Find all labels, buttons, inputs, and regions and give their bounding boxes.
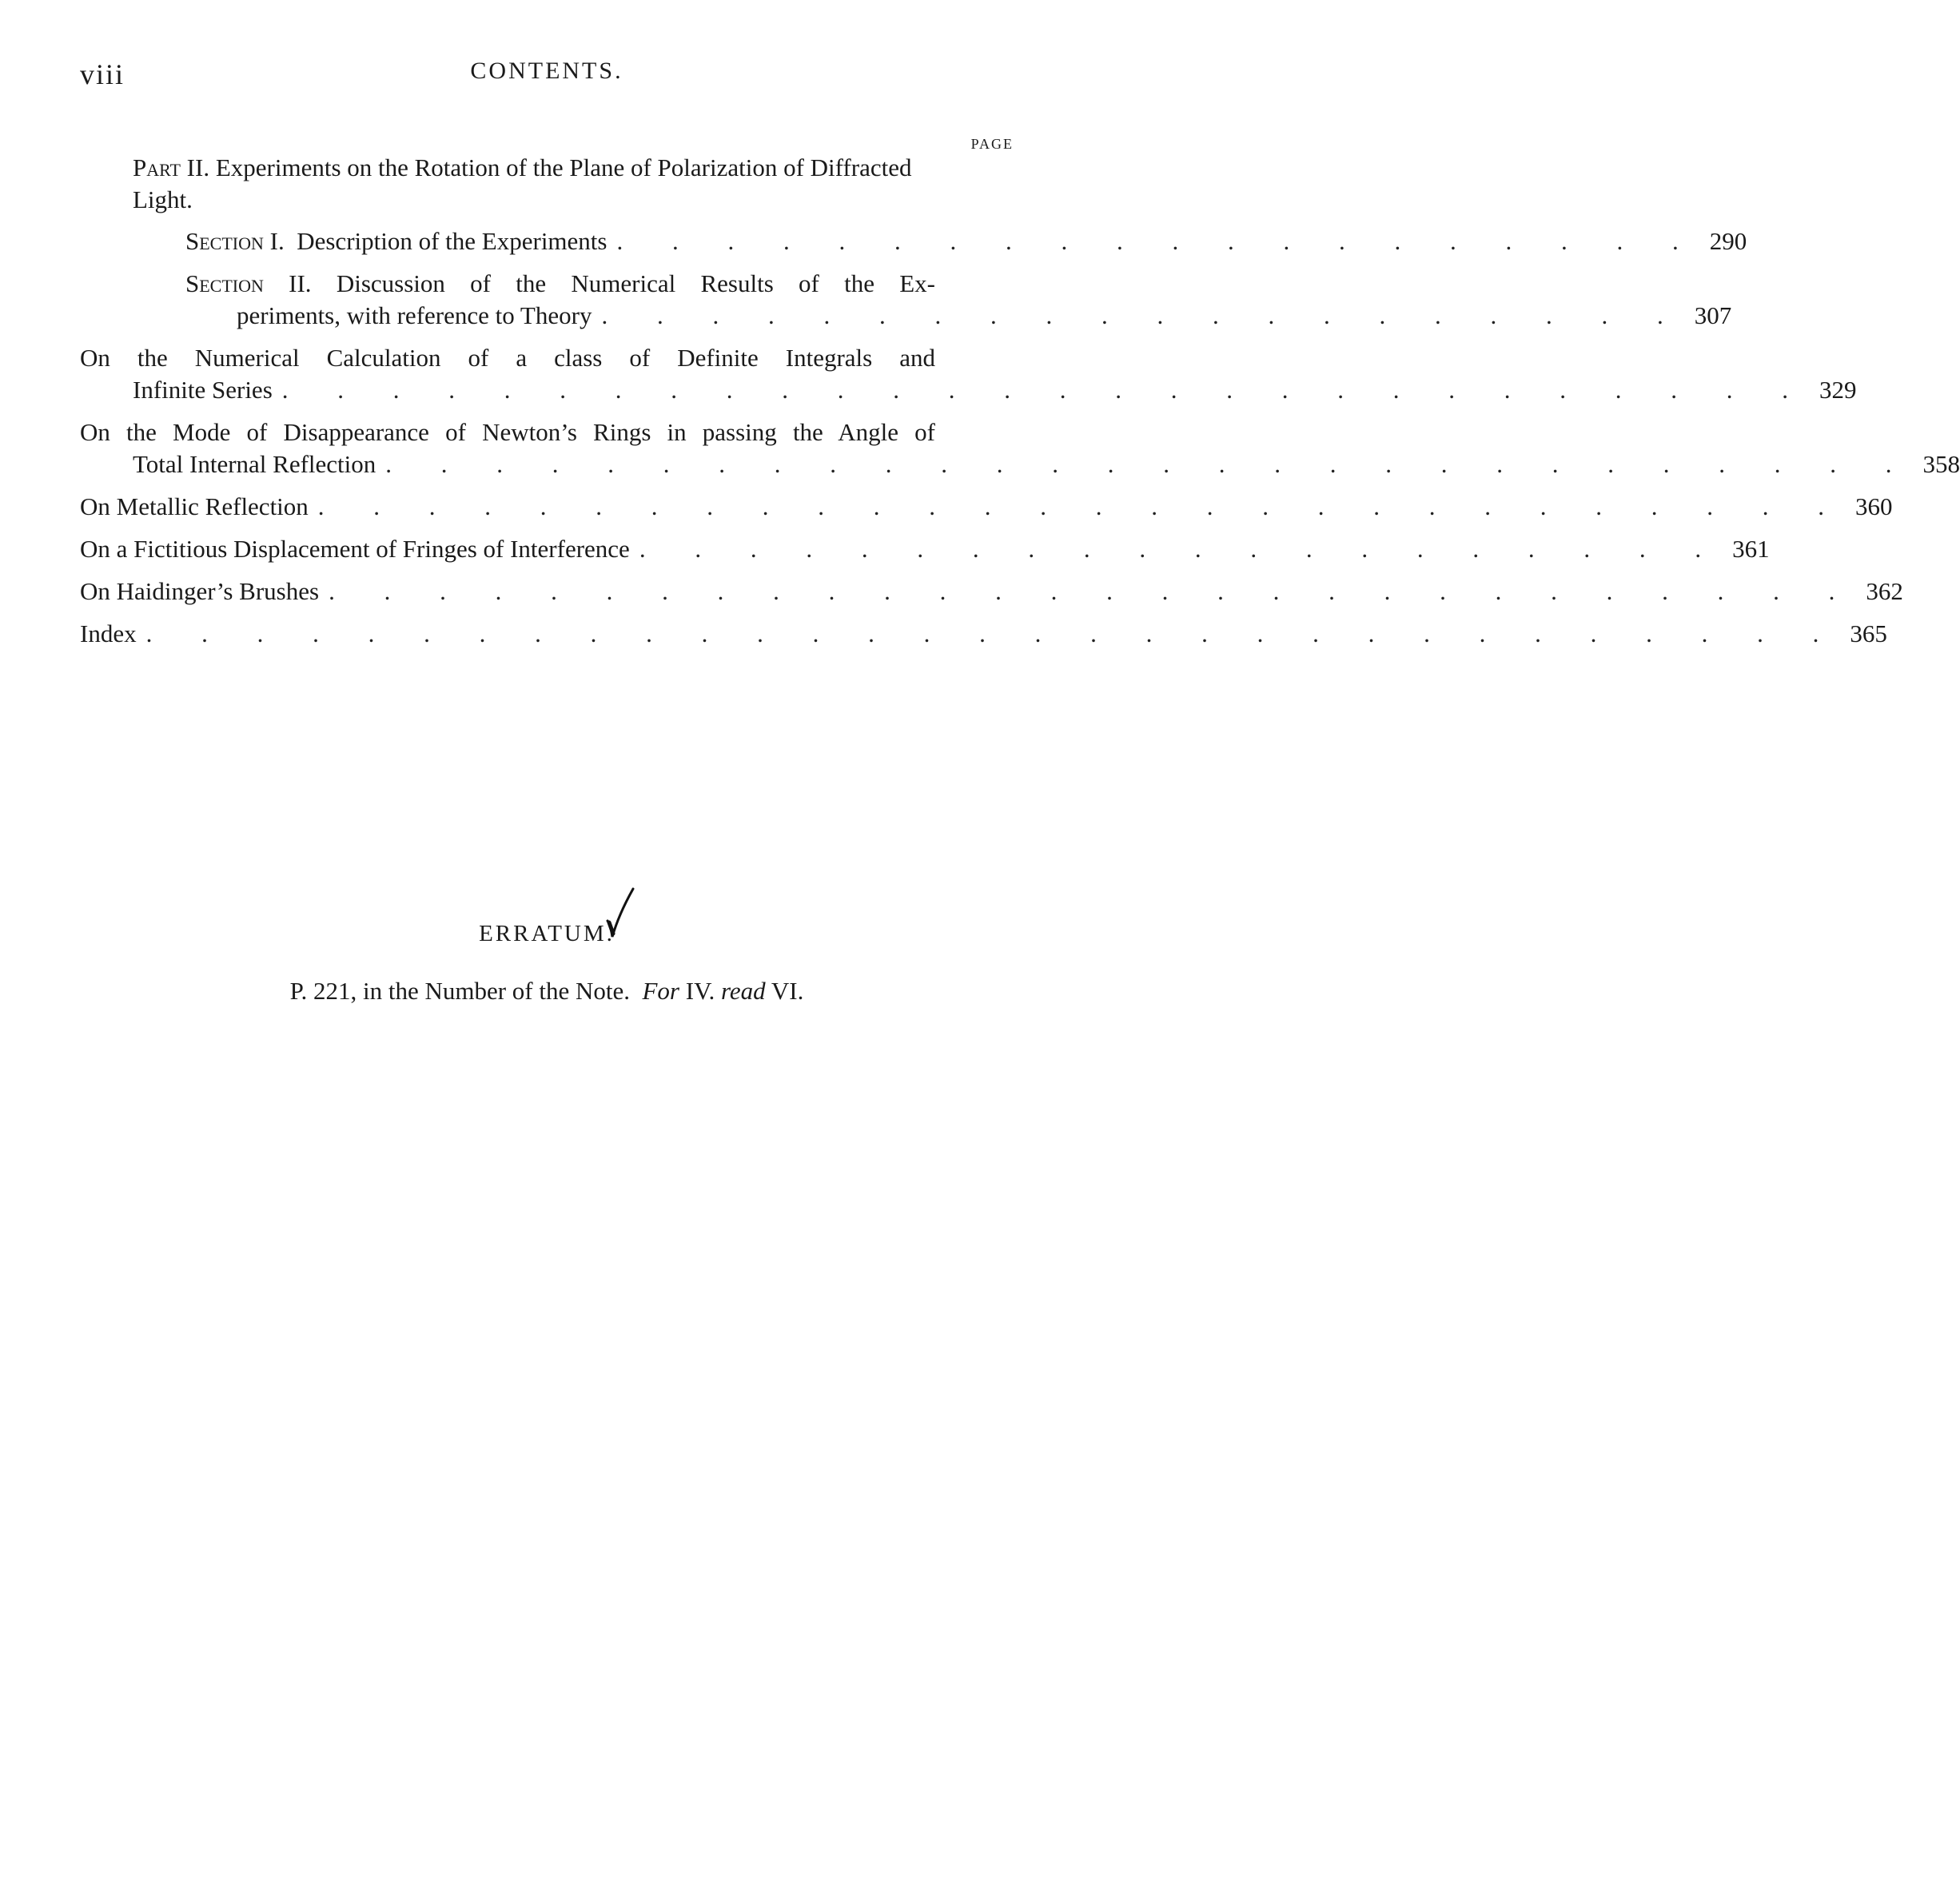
section-title: Description of the Experiments [297, 227, 608, 255]
toc-entry [80, 533, 1770, 565]
toc-entry [80, 576, 1903, 607]
page-number: 290 [1709, 227, 1747, 255]
dot-leader: . . . . . . . . . . . . . . . . . . . . . . . . . . . . [317, 492, 1846, 520]
entry-title: On Haidinger’s Brushes [80, 577, 320, 605]
checkmark-icon [604, 886, 636, 942]
toc-entry [80, 491, 1893, 523]
entry-title: On a Fictitious Displacement of Fringes of Interference [80, 535, 630, 563]
erratum-for-word: For [642, 977, 679, 1005]
page-number: 307 [1694, 301, 1732, 329]
erratum-page-ref: P. 221, in the Number of the Note. [289, 977, 630, 1005]
dot-leader: . . . . . . . . . . . . . . . . . . . . [616, 227, 1700, 255]
dot-leader: . . . . . . . . . . . . . . . . . . . . . . . . . . . . [385, 450, 1914, 478]
section-title: Discussion of the Numerical Results of the Ex- [336, 269, 935, 297]
part-label: Part II. [133, 153, 210, 181]
page-number: 360 [1855, 492, 1893, 520]
erratum-read-word: read [720, 977, 766, 1005]
entry-title: Index [80, 619, 137, 647]
section-title-continued: periments, with reference to Theory [237, 301, 592, 329]
section-label: Section I. [185, 227, 285, 255]
erratum-note [0, 977, 1094, 1006]
erratum-read-value: VI. [771, 977, 804, 1005]
page-number: 329 [1819, 376, 1857, 404]
entry-title: On the Mode of Disappearance of Newton’s Rings in passing the Angle of [80, 418, 935, 446]
entry-title-continued: Total Internal Reflection [133, 450, 376, 478]
page-folio: viii [80, 58, 125, 90]
toc-part-heading [80, 152, 1014, 216]
dot-leader: . . . . . . . . . . . . . . . . . . . . [639, 535, 1723, 563]
dot-leader: . . . . . . . . . . . . . . . . . . . . . . . . . . . . [281, 376, 1811, 404]
entry-title: On the Numerical Calculation of a class of Definite Integrals and [80, 344, 935, 372]
toc-section-entry [80, 225, 1747, 257]
erratum-title: ERRATUM. [479, 921, 615, 946]
toc-entry [80, 342, 1857, 406]
toc-section-entry [80, 268, 1732, 332]
running-title: CONTENTS. [470, 58, 623, 84]
part-title: Experiments on the Rotation of the Plane of Polarization of Diffracted Light. [133, 153, 912, 213]
toc-entry [80, 618, 1887, 650]
page-number: 361 [1732, 535, 1770, 563]
dot-leader: . . . . . . . . . . . . . . . . . . . . [601, 301, 1685, 329]
entry-title: On Metallic Reflection [80, 492, 309, 520]
page-number: 358 [1922, 450, 1960, 478]
dot-leader: . . . . . . . . . . . . . . . . . . . . . . . . . . . . [329, 577, 1857, 605]
page-column-label: PAGE [970, 136, 1014, 152]
erratum-for-value: IV. [685, 977, 715, 1005]
table-of-contents [80, 152, 1960, 660]
page-header [80, 58, 1014, 98]
page-number: 362 [1866, 577, 1903, 605]
toc-entry [80, 416, 1960, 480]
page-number: 365 [1850, 619, 1887, 647]
entry-title-continued: Infinite Series [133, 376, 273, 404]
section-label: Section II. [185, 269, 312, 297]
dot-leader: . . . . . . . . . . . . . . . . . . . . . . . . . . . . . . . [145, 619, 1841, 647]
